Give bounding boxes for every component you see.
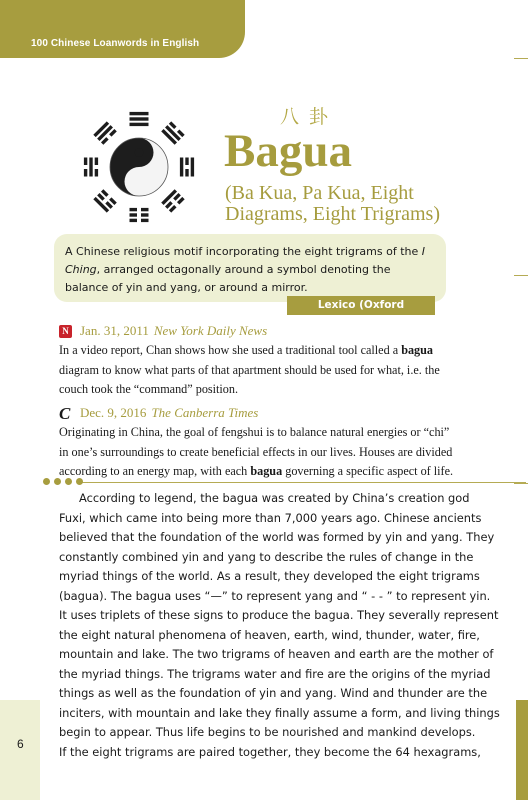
citation-header [59,404,459,422]
yang-line [130,123,149,126]
edge-tick-mark [514,58,528,59]
definition-source-tag: Lexico (Oxford Dictionary) [287,296,435,315]
edge-tick-mark [514,275,528,276]
citation-line: Originating in China, the goal of fengshui is to balance natural energies or “chi” [59,425,450,439]
trigram-icon [93,121,116,144]
entry-subtitle: (Ba Kua, Pa Kua, Eight Diagrams, Eight Trigrams) [225,182,440,225]
essay-line: the myriad things. The trigrams water and fire are the origins of the myriad [59,666,491,681]
citation-line: diagram to know what parts of that apartment should be used for what, i.e. the [59,362,440,377]
citation-date: Jan. 31, 2011 [80,323,149,338]
page-number: 6 [17,737,24,751]
yang-line [191,158,194,177]
chinese-characters: 八卦 [280,106,339,128]
yin-line-segment [130,219,138,222]
citation-line: according to an energy map, with each bagua governing a specific aspect of life. [59,464,454,478]
yin-line-segment [185,169,188,177]
divider-dot [43,478,50,485]
essay-line: inciters, with mountain and lake they finally assume a form, and living things [59,705,500,720]
citation-header [59,322,459,340]
trigram-icon [130,112,149,126]
divider-dot [65,478,72,485]
yin-line-segment [141,208,149,211]
yin-line-segment [84,158,87,166]
trigram-icon [180,158,194,177]
citation-canberra-times [59,404,459,482]
essay-line: It uses triplets of these signs to produce the bagua. They severally represent [59,608,499,622]
yang-line [130,112,149,115]
essay-line: According to legend, the bagua was created by China’s creation god [79,491,470,505]
essay-line: things as well as the foundation of yin and yang. Wind and thunder are the [59,686,488,700]
citation-date: Dec. 9, 2016 [80,405,147,420]
citation-newspaper: The Canberra Times [151,405,259,420]
citation-new-york-daily-news [59,322,459,400]
yin-line-segment [130,213,138,216]
newspaper-logo-icon: N [59,325,72,338]
essay-body [59,489,519,762]
essay-line: myriad things of the world. As a result, they developed the eight trigrams [59,569,480,583]
running-header-title: 100 Chinese Loanwords in English [31,38,200,49]
edge-tick-mark [514,483,528,484]
yin-line-segment [130,208,138,211]
essay-line: If the eight trigrams are paired together, they become the 64 hexagrams, [59,744,481,759]
essay-line: Fuxi, which came into being more than 7,000 years ago. Chinese ancients [59,510,482,525]
yang-line [130,117,149,120]
bagua-yin-yang-icon [66,104,212,230]
section-divider [78,482,526,483]
newspaper-logo-icon: C [59,403,71,423]
entry-title: Bagua [224,125,352,177]
citation-line: couch took the “command” position. [59,382,239,396]
essay-line: (bagua). The bagua uses “—” to represent yang and “ - - ” to represent yin. [59,588,491,603]
yin-line-segment [141,219,149,222]
citation-body [59,341,459,400]
essay-line: the eight natural phenomena of heaven, earth, wind, thunder, water, fire, [59,627,480,642]
yin-line-segment [95,169,98,177]
trigram-icon [161,189,184,212]
divider-dot [76,478,83,485]
trigram-icon [161,121,184,144]
citation-body [59,423,459,482]
yin-line-segment [95,158,98,166]
trigram-icon [93,189,116,212]
yin-yang-icon [110,138,168,196]
trigram-icon [84,158,98,177]
essay-line: begin to appear. Thus life begins to be nourished and mankind develops. [59,725,476,739]
yin-line-segment [84,169,87,177]
citation-line: in one’s surroundings to create beneficial effects in our lives. Houses are divided [59,444,453,459]
essay-line: mountain and lake. The two trigrams of heaven and earth are the mother of [59,647,494,661]
yin-line-segment [141,213,149,216]
essay-line: constantly combined yin and yang to describe the rules of change in the [59,549,474,564]
citation-newspaper: New York Daily News [153,323,268,338]
running-header-bar [0,0,245,58]
citation-line: In a video report, Chan shows how she used a traditional tool called a bagua [59,343,434,357]
divider-dot [54,478,61,485]
yin-line-segment [185,158,188,166]
definition-panel [54,234,446,302]
yang-line [180,158,183,177]
trigram-icon [130,208,149,222]
definition-text: A Chinese religious motif incorporating the eight trigrams of the I Ching, arranged octagonally around a symbol denoting the balance of yin and yang, or around a mirror. [65,245,426,294]
yang-line [89,158,92,177]
right-edge-tab [516,700,528,800]
essay-line: believed that the foundation of the world was formed by yin and yang. They [59,530,495,544]
